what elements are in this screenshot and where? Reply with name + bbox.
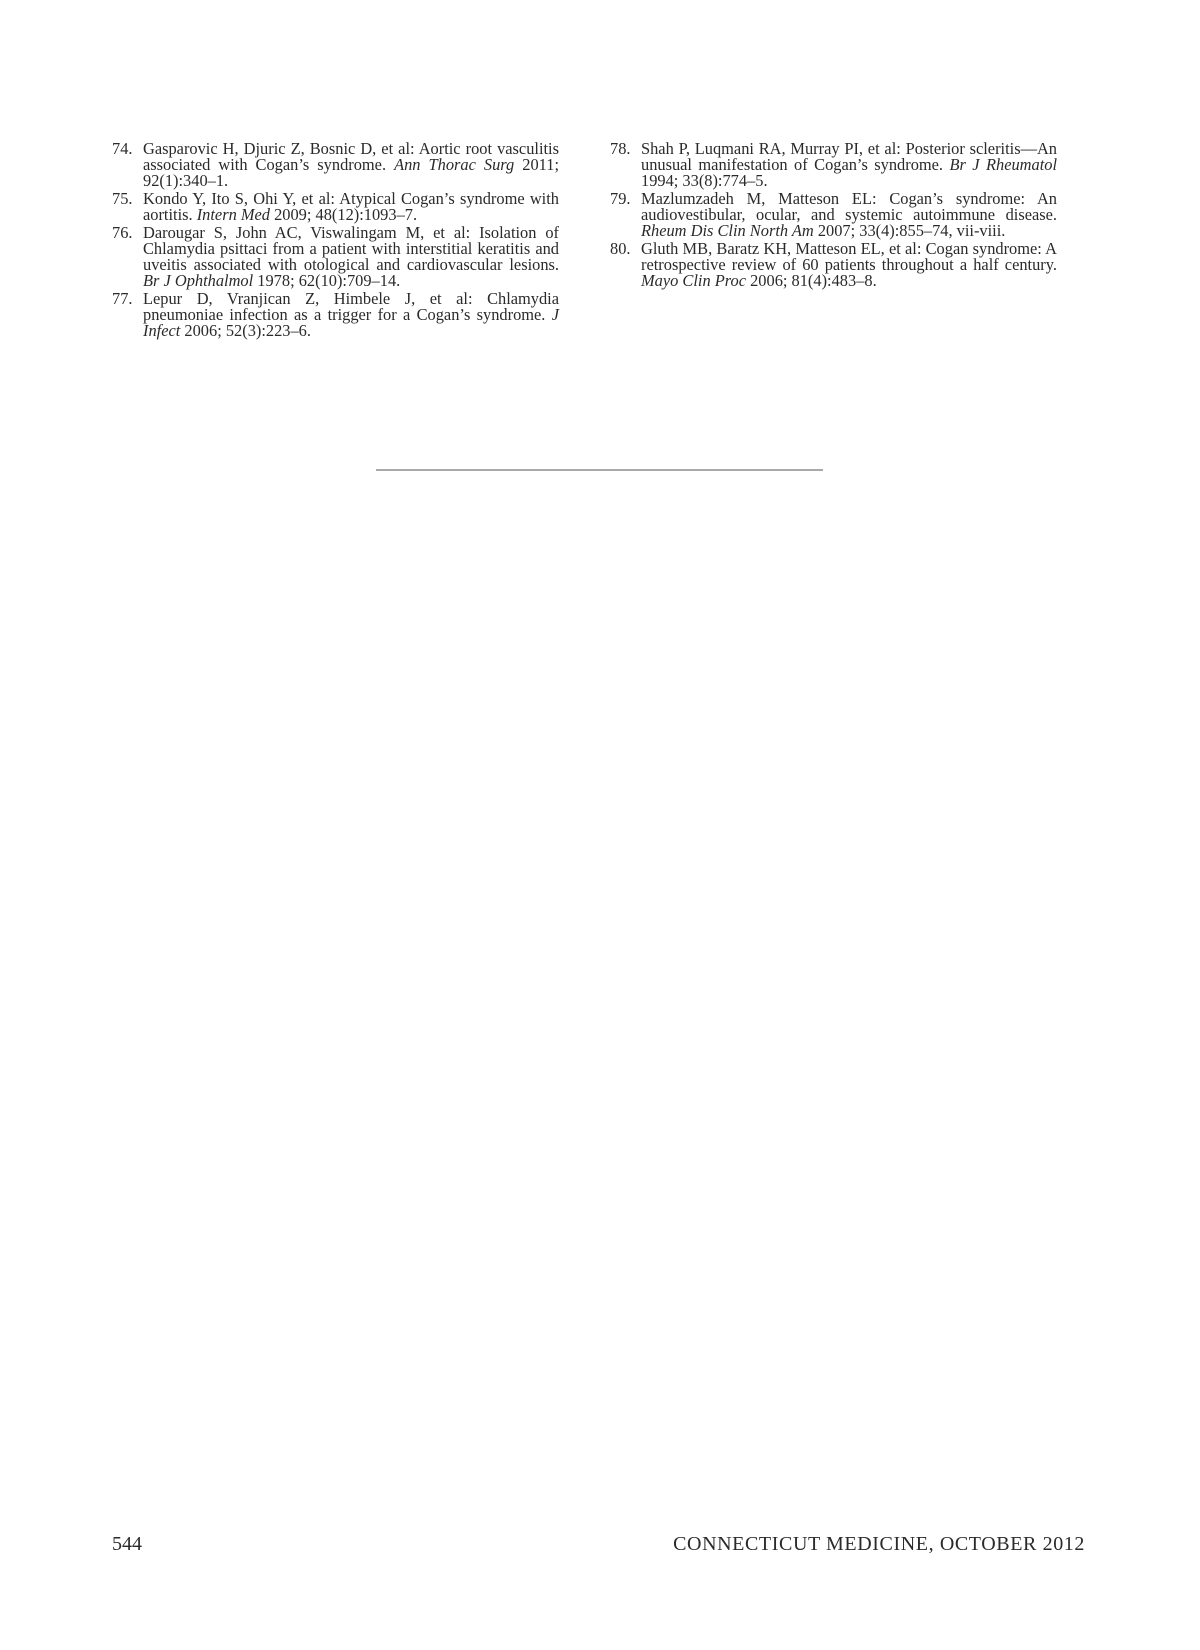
reference-text: Shah P, Luqmani RA, Murray PI, et al: Posterior scleritis—An unusual manifestation of Cogan’s syndrome. Br J Rheumatol 1994; 33(8):774–5.	[641, 139, 1058, 190]
journal-title: Ann Thorac Surg	[394, 155, 515, 174]
reference-item	[112, 225, 559, 289]
reference-number: 78.	[610, 139, 631, 158]
reference-text: Kondo Y, Ito S, Ohi Y, et al: Atypical Cogan’s syndrome with aortitis. Intern Med 2009; 48(12):1093–7.	[143, 189, 559, 224]
journal-title: Br J Ophthalmol	[143, 271, 254, 290]
running-footer-title: CONNECTICUT MEDICINE, OCTOBER 2012	[673, 1533, 1085, 1555]
reference-number: 79.	[610, 189, 631, 208]
reference-column-right	[610, 141, 1057, 291]
reference-number: 80.	[610, 239, 631, 258]
reference-text: Gluth MB, Baratz KH, Matteson EL, et al: Cogan syndrome: A retrospective review of 60 patients throughout a half century. Mayo Clin Proc 2006; 81(4):483–8.	[641, 239, 1057, 290]
reference-column-left	[112, 141, 559, 341]
reference-text: Lepur D, Vranjican Z, Himbele J, et al: Chlamydia pneumoniae infection as a trigger for a Cogan’s syndrome. J Infect 2006; 52(3):223–6.	[143, 289, 559, 340]
reference-item	[610, 241, 1057, 289]
reference-number: 77.	[112, 289, 133, 308]
reference-number: 75.	[112, 189, 133, 208]
reference-item	[112, 191, 559, 223]
section-divider	[376, 469, 823, 471]
reference-item	[610, 141, 1057, 189]
journal-title: Intern Med	[196, 205, 270, 224]
reference-item	[610, 191, 1057, 239]
reference-text: Mazlumzadeh M, Matteson EL: Cogan’s syndrome: An audiovestibular, ocular, and systemic autoimmune disease. Rheum Dis Clin North Am 2007; 33(4):855–74, vii-viii.	[641, 189, 1057, 240]
journal-title: Br J Rheumatol	[949, 155, 1058, 174]
journal-title: Rheum Dis Clin North Am	[641, 221, 814, 240]
reference-text: Darougar S, John AC, Viswalingam M, et al: Isolation of Chlamydia psittaci from a patient with interstitial keratitis and uveitis associated with otological and cardiovascular lesions. Br J Ophthalmol 1978; 62(10):709–14.	[143, 223, 559, 290]
reference-text: Gasparovic H, Djuric Z, Bosnic D, et al: Aortic root vasculitis associated with Cogan’s syndrome. Ann Thorac Surg 2011; 92(1):340–1.	[143, 139, 560, 190]
reference-number: 76.	[112, 223, 133, 242]
reference-number: 74.	[112, 139, 133, 158]
journal-title: J Infect	[143, 305, 559, 340]
journal-title: Mayo Clin Proc	[641, 271, 747, 290]
reference-item	[112, 141, 559, 189]
reference-item	[112, 291, 559, 339]
page-number: 544	[112, 1533, 142, 1555]
